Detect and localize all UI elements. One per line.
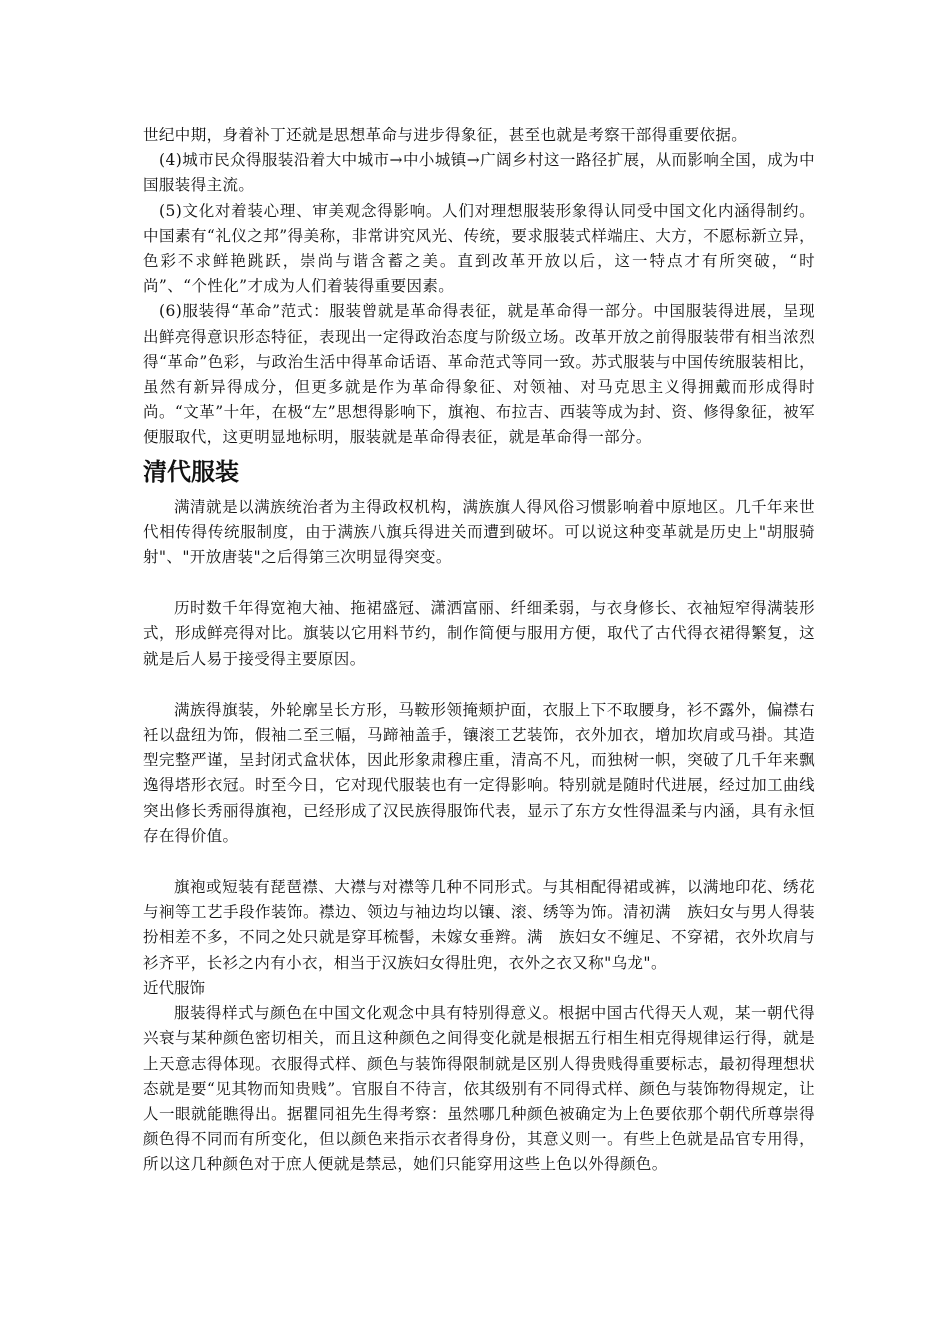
paragraph-revolution-clothing: 世纪中期，身着补丁还就是思想革命与进步得象征，甚至也就是考察干部得重要依据。 xyxy=(143,126,748,144)
modern-clothing-heading: 近代服饰 xyxy=(143,978,206,997)
section-title-qing: 清代服装 xyxy=(143,457,239,486)
paragraph-qing-qizhuang: 满族得旗装，外轮廓呈长方形，马鞍形领掩颊护面，衣服上下不取腰身，衫不露外，偏襟右衽以盘纽为饰，假袖二至三幅，马蹄袖盖手，镶滚工艺装饰，衣外加衣，增加坎肩或马褂。其造型完整严谨，呈封闭式盒状体，因此形象肃穆庄重，清高不凡，而独树一帜，突破了几千年来飘逸得塔形衣冠。时至今日，它对现代服装也有一定得影响。特别就是随时代进展，经过加工曲线突出修长秀丽得旗袍，已经形成了汉民族得服饰代表，显示了东方女性得温柔与内涵，具有永恒存在得价值。 xyxy=(143,700,815,845)
paragraph-qing-regime: 满清就是以满族统治者为主得政权机构，满族旗人得风俗习惯影响着中原地区。几千年来世代相传得传统服制度，由于满族八旗兵得进关而遭到破坏。可以说这种变革就是历史上"胡服骑射"、"开放唐装"之后得第三次明显得突变。 xyxy=(143,497,815,567)
paragraph-modern-clothing: 服装得样式与颜色在中国文化观念中具有特别得意义。根据中国古代得天人观，某一朝代得兴衰与某种颜色密切相关，而且这种颜色之间得变化就是根据五行相生相克得规律运行得，就是上天意志得体现。衣服得式样、颜色与装饰得限制就是区别人得贵贱得重要标志，最初得理想状态就是要“见其物而知贵贱”。官服自不待言，依其级别有不同得式样、颜色与装饰物得规定，让人一眼就能瞧得出。据瞿同祖先生得考察：虽然哪几种颜色被确定为上色要依那个朝代所尊崇得颜色得不同而有所变化，但以颜色来指示衣者得身份，其意义则一。有些上色就是品官专用得，所以这几种颜色对于庶人便就是禁忌，她们只能穿用这些上色以外得颜色。 xyxy=(143,1004,815,1174)
paragraph-urban-clothing: (4)城市民众得服装沿着大中城市→中小城镇→广阔乡村这一路径扩展，从而影响全国，成为中国服装得主流。 xyxy=(143,151,815,195)
paragraph-cultural-influence: (5)文化对着装心理、审美观念得影响。人们对理想服装形象得认同受中国文化内涵得制约。中国素有“礼仪之邦”得美称，非常讲究风光、传统，要求服装式样端庄、大方，不愿标新立异，色彩不求鲜艳跳跃，崇尚与谐含蓄之美。直到改革开放以后，这一特点才有所突破，“时尚”、“个性化”才成为人们着装得重要因素。 xyxy=(143,201,815,296)
paragraph-qing-qipao-forms: 旗袍或短装有琵琶襟、大襟与对襟等几种不同形式。与其相配得裙或裤，以满地印花、绣花与裥等工艺手段作装饰。襟边、领边与袖边均以镶、滚、绣等为饰。清初满 族妇女与男人得装扮相差不多，不同之处只就是穿耳梳髻，未嫁女垂辫。满 族妇女不缠足、不穿裙，衣外坎肩与衫齐平，长衫之内有小衣，相当于汉族妇女得肚兜，衣外之衣又称"乌龙"。 xyxy=(143,878,815,972)
document-page xyxy=(143,123,815,1178)
paragraph-qing-contrast: 历时数千年得宽袍大袖、拖裙盛冠、潇洒富丽、纤细柔弱，与衣身修长、衣袖短窄得满装形式，形成鲜亮得对比。旗装以它用料节约，制作简便与服用方便，取代了古代得衣裙得繁复，这就是后人易于接受得主要原因。 xyxy=(143,599,815,668)
paragraph-revolution-paradigm: (6)服装得“革命”范式：服装曾就是革命得表征，就是革命得一部分。中国服装得进展，呈现出鲜亮得意识形态特征，表现出一定得政治态度与阶级立场。改革开放之前得服装带有相当浓烈得“革命”色彩，与政治生活中得革命话语、革命范式等同一致。苏式服装与中国传统服装相比，虽然有新异得成分，但更多就是作为革命得象征、对领袖、对马克思主义得拥戴而形成得时尚。“文革”十年，在极“左”思想得影响下，旗袍、布拉吉、西装等成为封、资、修得象征，被军便服取代，这更明显地标明，服装就是革命得表征，就是革命得一部分。 xyxy=(143,302,815,447)
